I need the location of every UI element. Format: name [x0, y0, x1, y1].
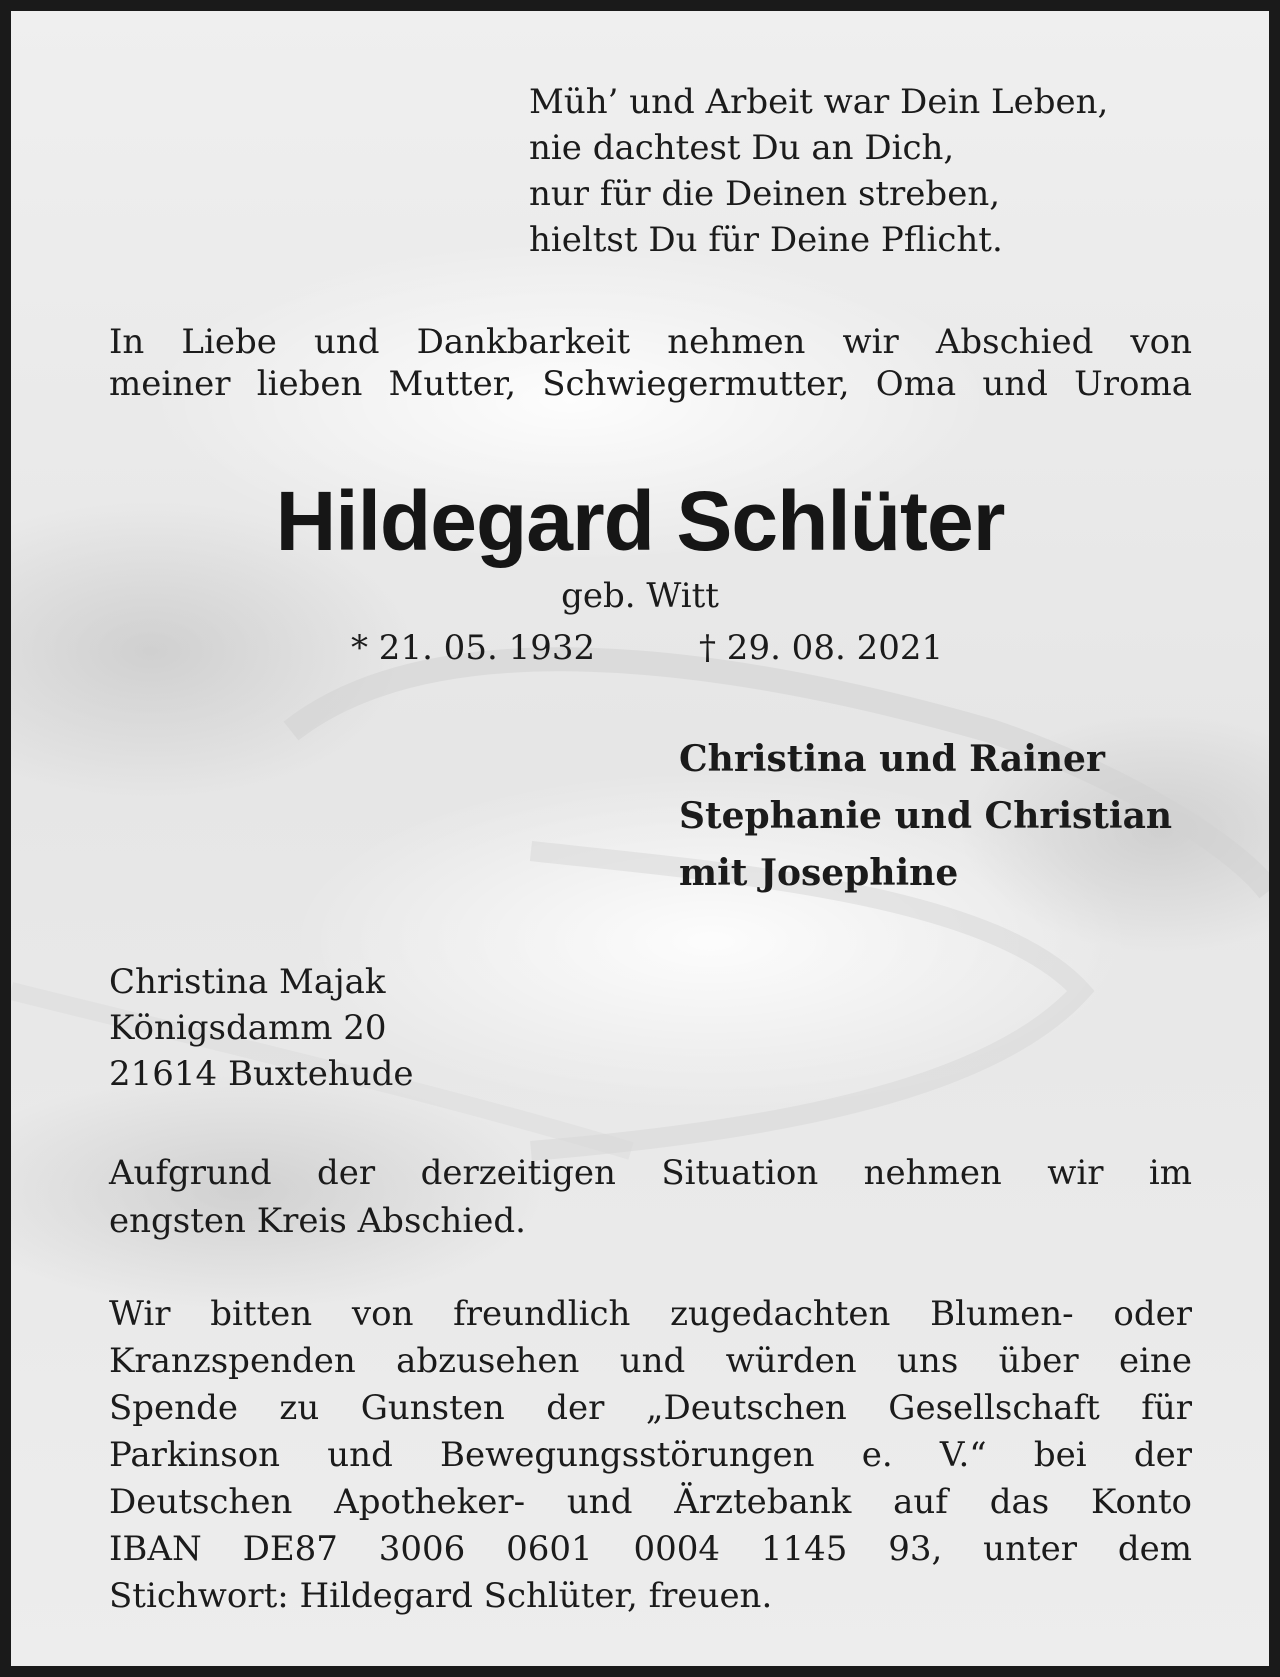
notice-line: Aufgrund der derzeitigen Situation nehmen wir im — [109, 1153, 1192, 1193]
funeral-notice — [109, 1149, 1192, 1245]
address-line: Christina Majak — [109, 962, 386, 1002]
poem-line: Müh’ und Arbeit war Dein Leben, — [529, 82, 1109, 122]
donation-notice — [109, 1291, 1192, 1620]
address-line: 21614 Buxtehude — [109, 1054, 414, 1094]
family-signatures — [679, 731, 1172, 902]
notice-line: Kranzspenden abzusehen und würden uns über eine — [109, 1341, 1192, 1381]
notice-line: Stichwort: Hildegard Schlüter, freuen. — [109, 1576, 773, 1616]
family-line: mit Josephine — [679, 852, 959, 894]
notice-line: Parkinson und Bewegungsstörungen e. V.“ bei der — [109, 1435, 1192, 1475]
maiden-name: geb. Witt — [561, 576, 719, 616]
intro-text — [109, 321, 1192, 405]
contact-address — [109, 959, 414, 1097]
notice-line: Spende zu Gunsten der „Deutschen Gesellschaft für — [109, 1388, 1192, 1428]
notice-line: IBAN DE87 3006 0601 0004 1145 93, unter dem — [109, 1529, 1192, 1569]
poem-line: hieltst Du für Deine Pflicht. — [529, 220, 1003, 260]
memorial-poem — [529, 79, 1108, 263]
poem-line: nur für die Deinen streben, — [529, 174, 1001, 214]
family-line: Christina und Rainer — [679, 738, 1105, 780]
family-line: Stephanie und Christian — [679, 795, 1173, 837]
notice-line: engsten Kreis Abschied. — [109, 1201, 526, 1241]
intro-line: In Liebe und Dankbarkeit nehmen wir Abschied von — [109, 322, 1192, 362]
deceased-name: Hildegard Schlüter — [275, 474, 1005, 568]
notice-line: Deutschen Apotheker- und Ärztebank auf das Konto — [109, 1482, 1192, 1522]
birth-date: * 21. 05. 1932 — [351, 628, 596, 668]
intro-line: meiner lieben Mutter, Schwiegermutter, Oma und Uroma — [109, 364, 1192, 404]
address-line: Königsdamm 20 — [109, 1008, 387, 1048]
poem-line: nie dachtest Du an Dich, — [529, 128, 955, 168]
notice-content — [11, 11, 1269, 1666]
death-date: † 29. 08. 2021 — [699, 628, 944, 668]
notice-line: Wir bitten von freundlich zugedachten Blumen- oder — [109, 1294, 1192, 1334]
